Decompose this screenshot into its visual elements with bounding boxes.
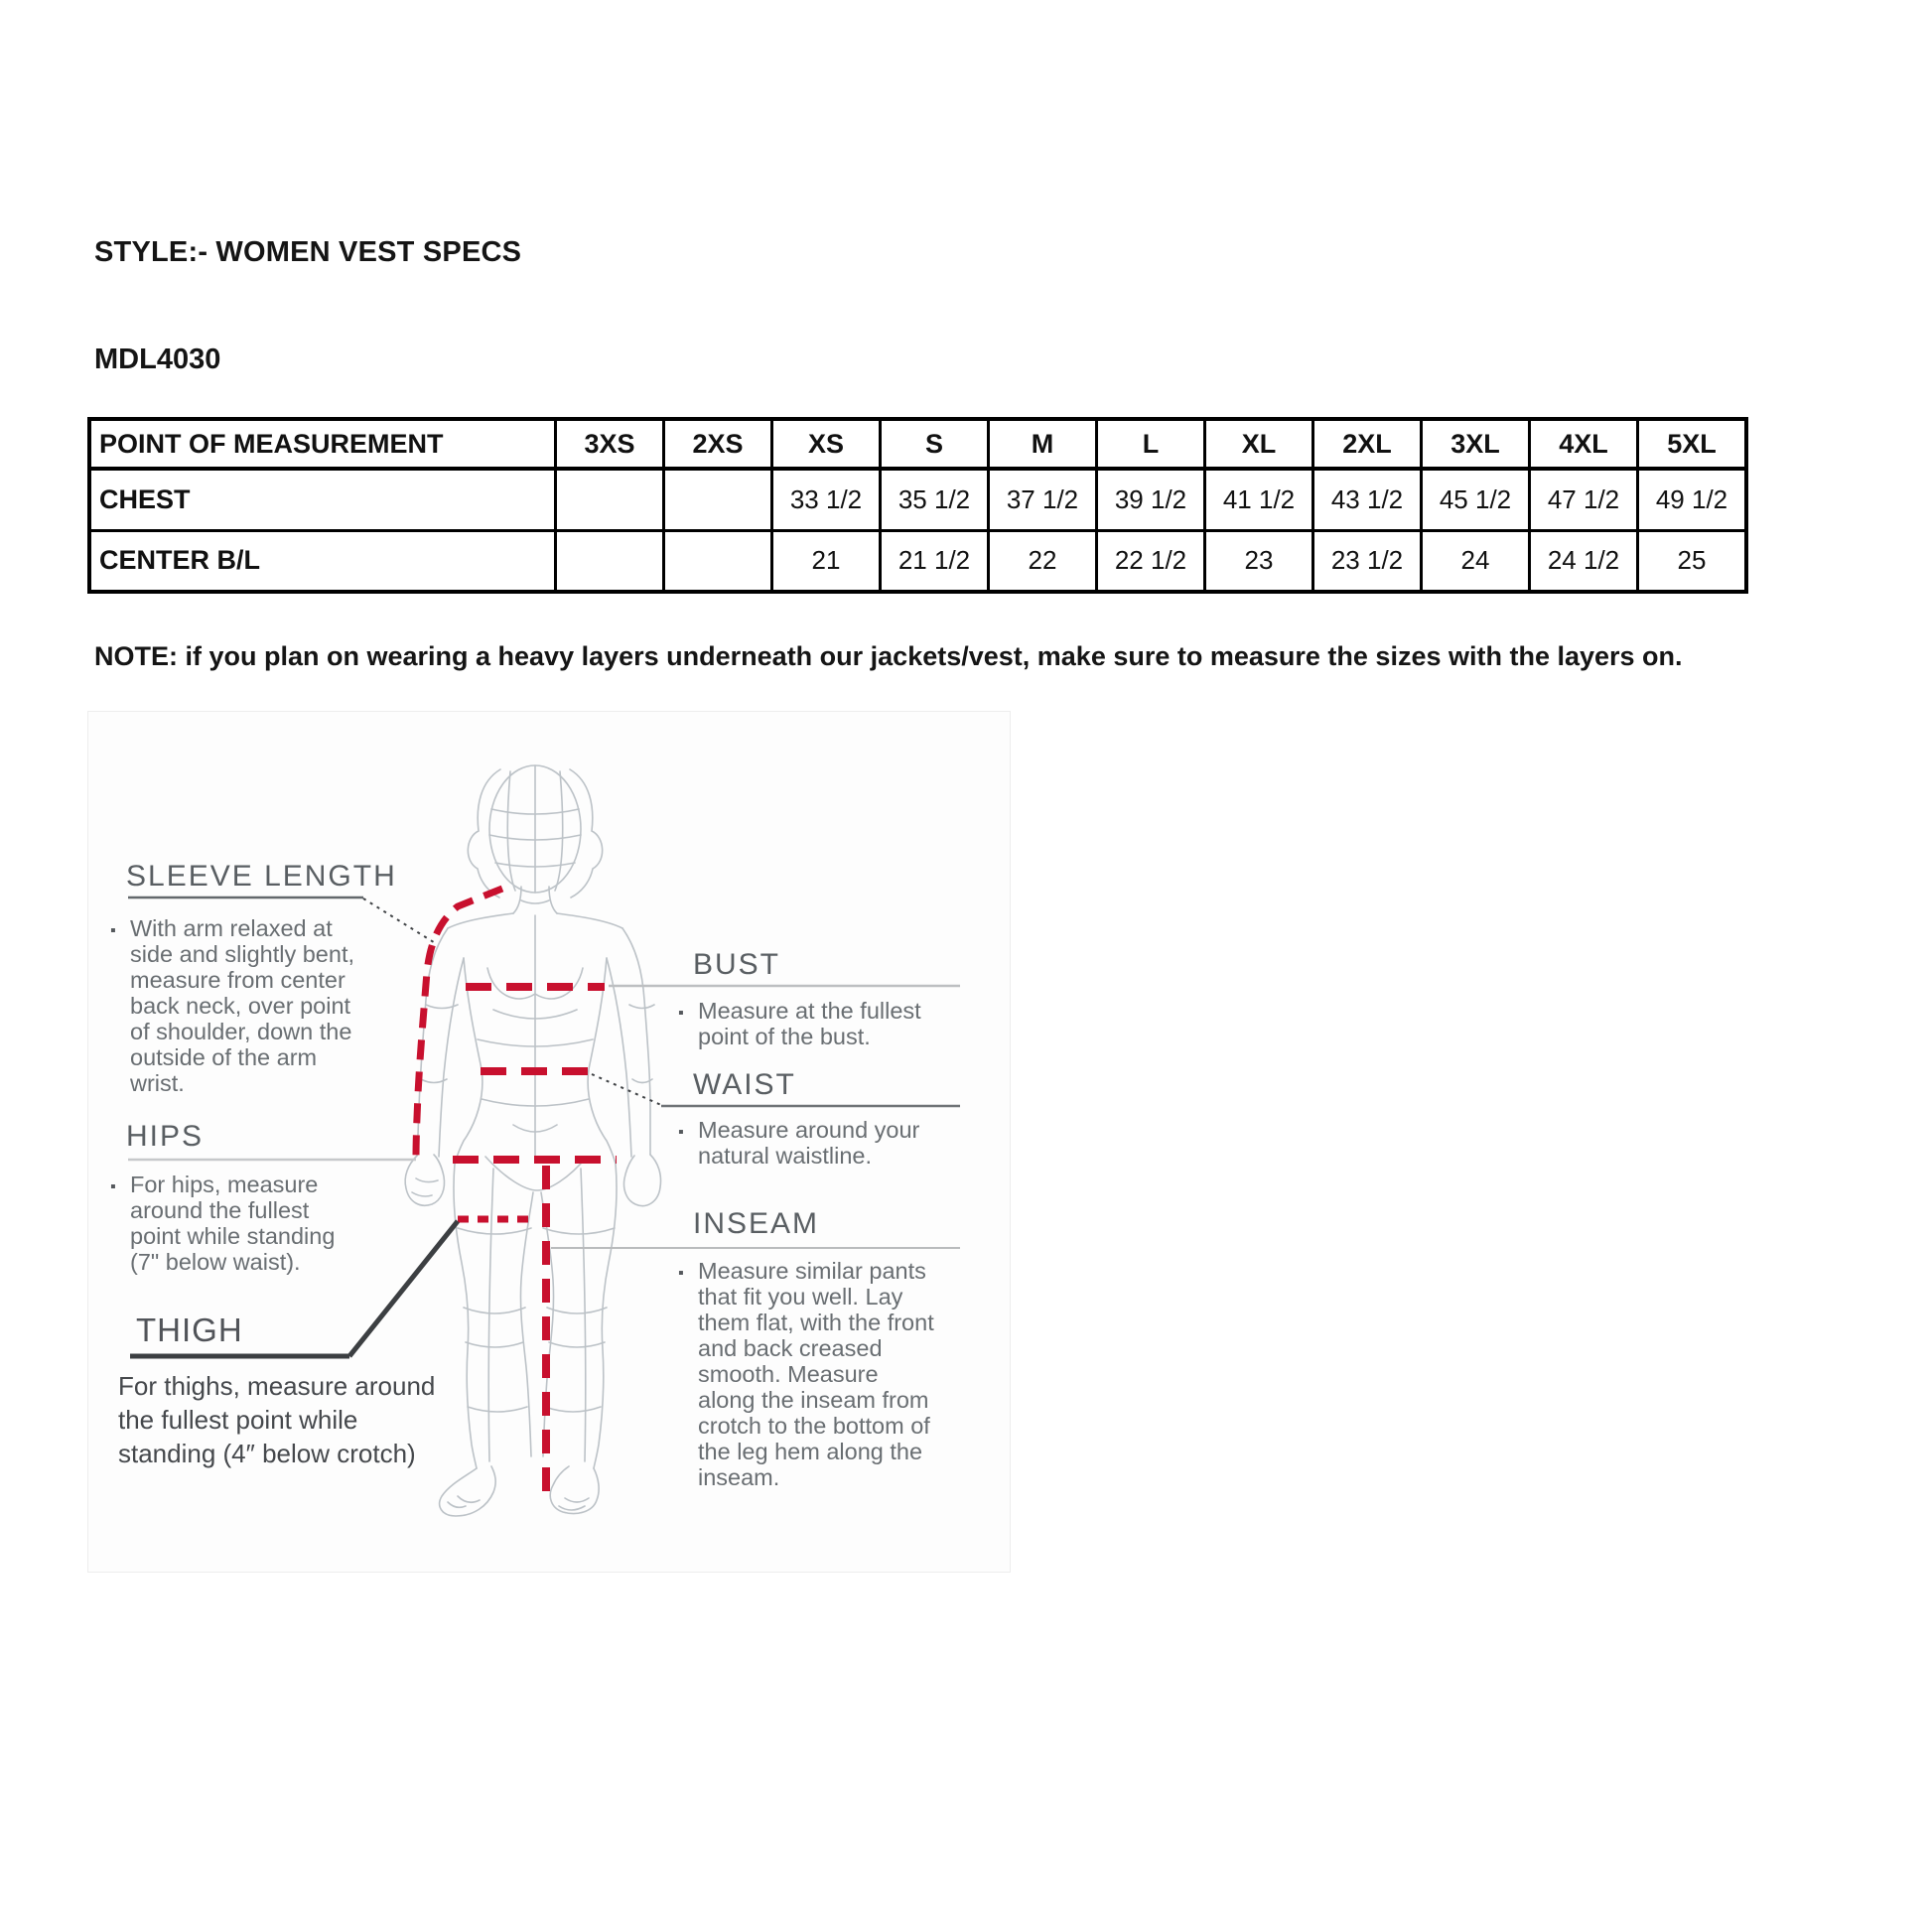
page-title: STYLE:- WOMEN VEST SPECS [94,236,522,268]
column-header-m: M [989,419,1097,469]
model-code: MDL4030 [94,344,221,375]
column-header-xs: XS [772,419,881,469]
column-header-l: L [1097,419,1205,469]
measurement-lines [416,889,617,1492]
bust-description: ▪ Measure at the fullest point of the bust. [678,998,921,1049]
sleeve-length-description: ▪ With arm relaxed at side and slightly bent, measure from center back neck, over point of shoulder, down the outside of the arm wrist. [110,915,355,1096]
column-header-5xl: 5XL [1638,419,1747,469]
inseam-heading: INSEAM [693,1207,820,1240]
column-header-point-of-measurement: POINT OF MEASUREMENT [89,419,556,469]
bullet-icon: ▪ [678,1124,684,1141]
waist-heading: WAIST [693,1068,796,1101]
thigh-leader [349,1221,458,1356]
column-header-s: S [881,419,989,469]
sleeve-length-line [416,889,502,1158]
figure-outline [405,765,660,1516]
table-row-center-bl: CENTER B/L 21 21 1/2 22 22 1/2 23 23 1/2 24 24 1/2 25 [89,530,1746,592]
sleeve-length-heading: SLEEVE LENGTH [126,860,397,893]
thigh-description: For thighs, measure around the fullest point while standing (4″ below crotch) [118,1371,436,1468]
column-header-xl: XL [1205,419,1313,469]
thigh-heading: THIGH [136,1311,243,1348]
bust-heading: BUST [693,948,781,981]
row-label-chest: CHEST [89,469,556,530]
row-label-center-bl: CENTER B/L [89,530,556,592]
column-header-3xl: 3XL [1422,419,1530,469]
column-header-3xs: 3XS [556,419,664,469]
hips-heading: HIPS [126,1120,205,1153]
bullet-icon: ▪ [678,1005,684,1022]
note-text: NOTE: if you plan on wearing a heavy layers underneath our jackets/vest, make sure to measure the sizes with the layers on. [94,641,1683,671]
column-header-2xl: 2XL [1313,419,1422,469]
column-header-4xl: 4XL [1530,419,1638,469]
bullet-icon: ▪ [110,922,116,939]
column-header-2xs: 2XS [664,419,772,469]
table-row-chest: CHEST 33 1/2 35 1/2 37 1/2 39 1/2 41 1/2 43 1/2 45 1/2 47 1/2 49 1/2 [89,469,1746,530]
measurement-diagram [87,711,1011,1573]
inseam-description: ▪ Measure similar pants that fit you well. Lay them flat, with the front and back creased smooth. Measure along the inseam from crotch to the bottom of the leg hem along the inseam. [678,1258,934,1490]
sleeve-leader-dotted [363,898,437,944]
hips-description: ▪ For hips, measure around the fullest point while standing (7" below waist). [110,1172,336,1275]
size-table-header-row [89,419,1746,469]
size-table [87,417,1748,594]
waist-description: ▪ Measure around your natural waistline. [678,1117,920,1169]
bullet-icon: ▪ [678,1265,684,1282]
bullet-icon: ▪ [110,1178,116,1195]
